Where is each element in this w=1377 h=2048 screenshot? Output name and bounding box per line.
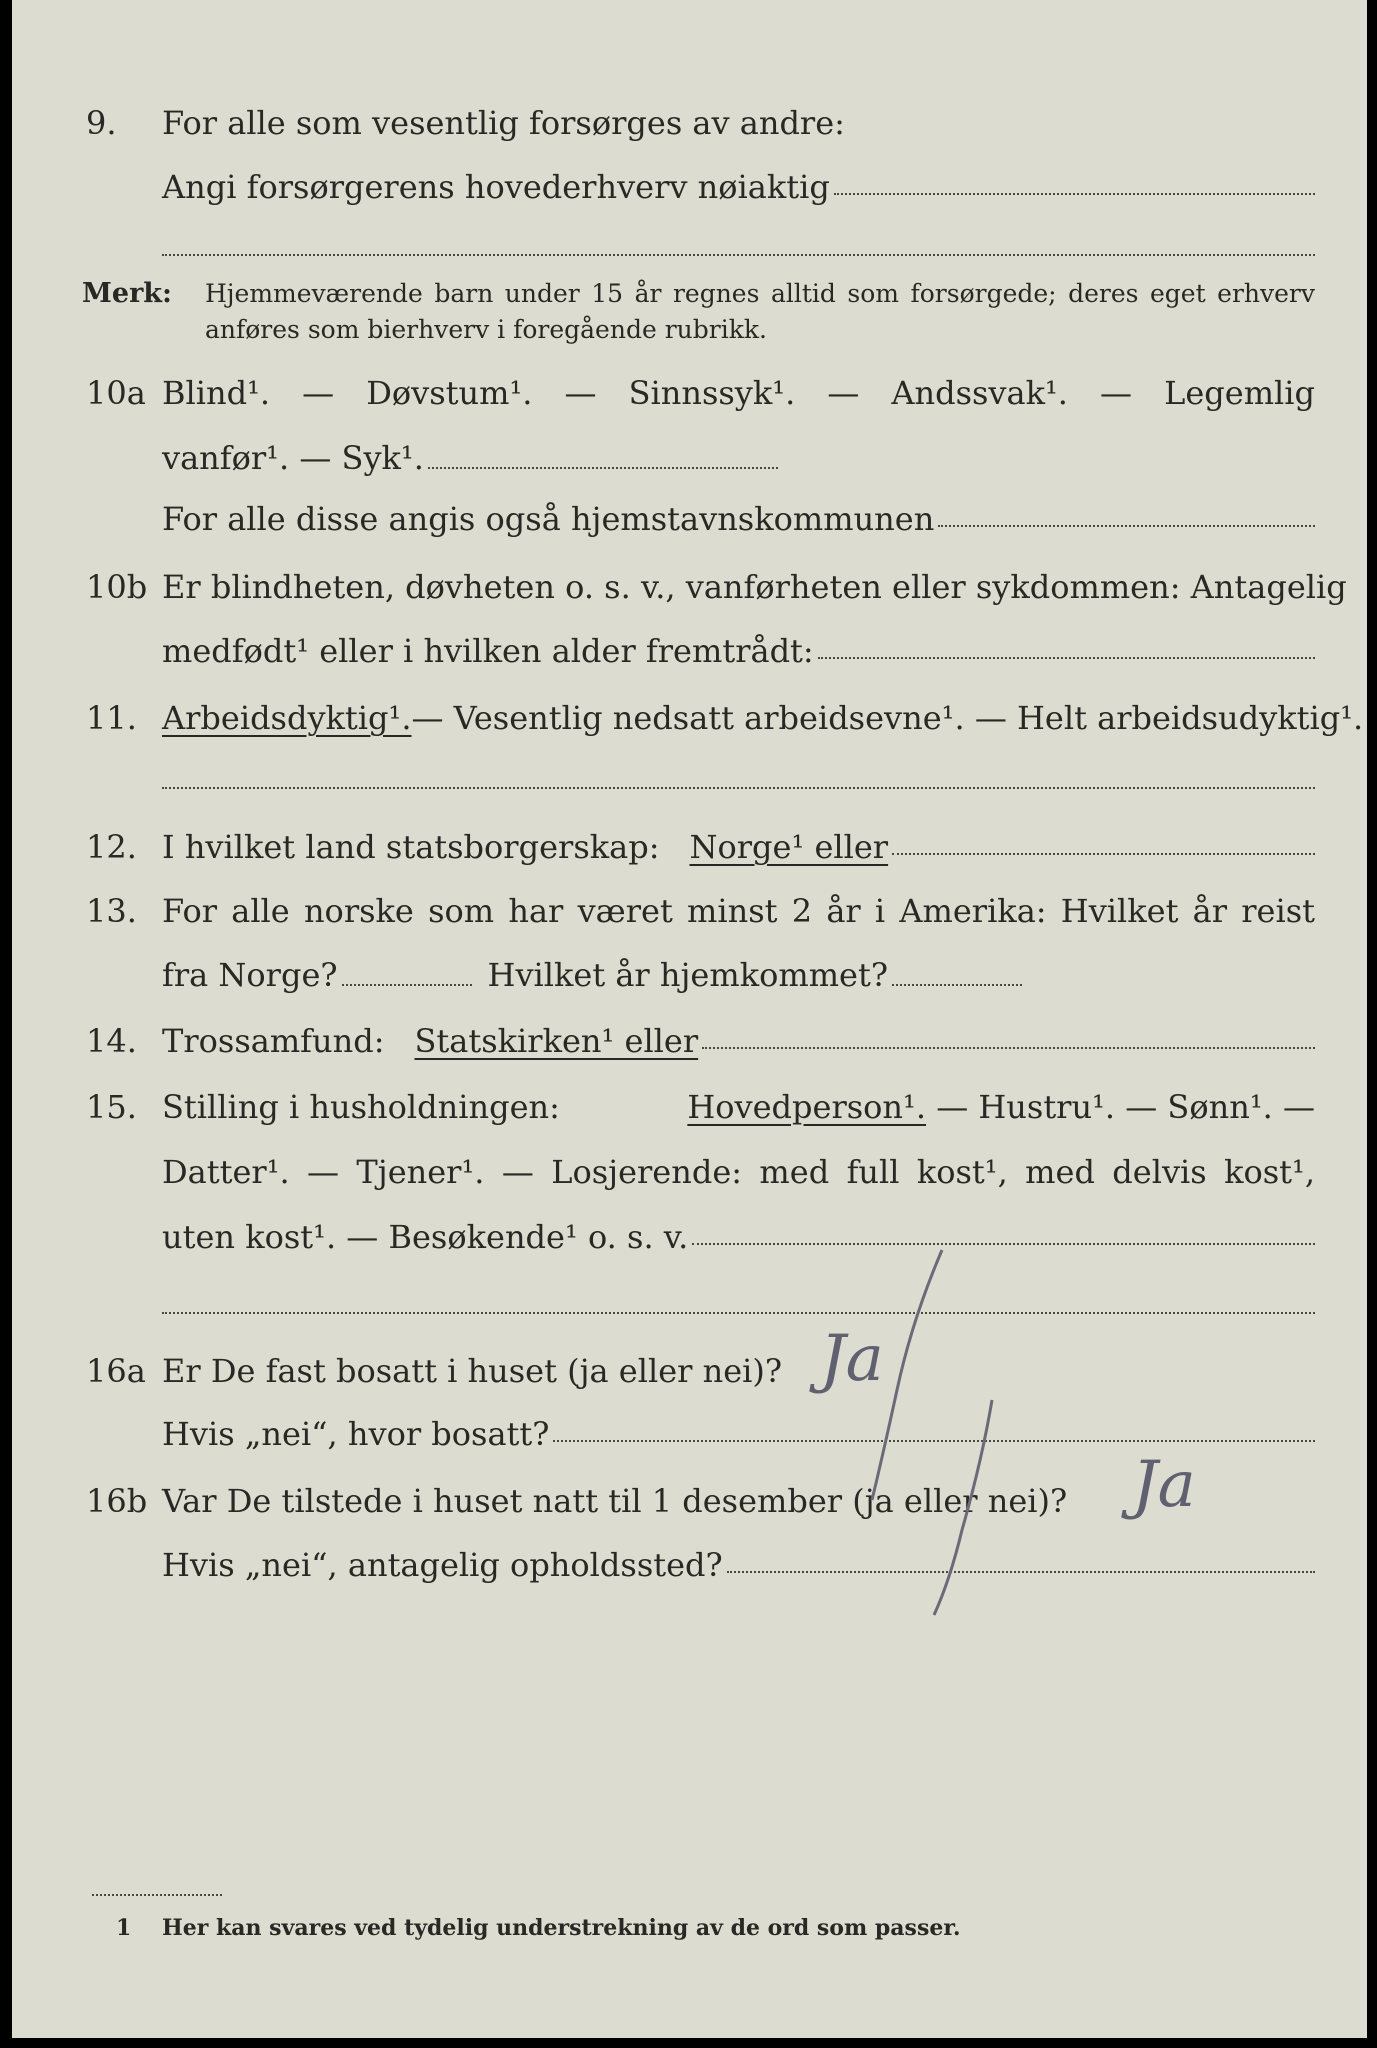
answer-line[interactable] [162, 1312, 1315, 1314]
handwritten-answer-16b: Ja [1132, 1448, 1196, 1522]
answer-field-year-left[interactable] [342, 958, 472, 986]
answer-field[interactable] [938, 499, 1315, 527]
question-text: vanfør¹. — Syk¹. [162, 439, 424, 477]
answer-field[interactable] [818, 631, 1315, 659]
answer-field[interactable] [892, 827, 1315, 855]
handwritten-answer-16a: Ja [820, 1322, 884, 1396]
question-text: fra Norge? [162, 956, 338, 994]
question-number: 14. [86, 1022, 137, 1060]
question-text: Blind¹. — Døvstum¹. — Sinnssyk¹. — Andssvak¹. — Legemlig [162, 374, 1315, 412]
question-text: Stilling i husholdningen: [162, 1088, 560, 1126]
answer-line[interactable] [162, 787, 1315, 789]
question-text: — Vesentlig nedsatt arbeidsevne¹. — Helt arbeidsudyktig¹. [411, 699, 1364, 737]
question-text: Er De fast bosatt i huset (ja eller nei)? [162, 1352, 783, 1390]
answer-field[interactable] [428, 441, 778, 469]
census-form-page [12, 0, 1367, 2038]
underlined-option-arbeidsdyktig[interactable]: Arbeidsdyktig¹. [162, 699, 412, 737]
question-text: Er blindheten, døvheten o. s. v., vanførheten eller sykdommen: Antagelig [162, 568, 1347, 606]
underlined-option-statskirken[interactable]: Statskirken¹ eller [414, 1022, 699, 1060]
question-number: 10a [86, 374, 146, 412]
question-text: uten kost¹. — Besøkende¹ o. s. v. [162, 1218, 689, 1256]
question-number: 12. [86, 828, 137, 866]
answer-field-year-returned[interactable] [892, 958, 1022, 986]
question-number: 11. [86, 699, 137, 737]
footnote-text: Her kan svares ved tydelig understrekning av de ord som passer. [162, 1915, 961, 1941]
handwriting-strokes [792, 1240, 1052, 1620]
question-text: Var De tilstede i huset natt til 1 desember (ja eller nei)? [162, 1482, 1068, 1520]
question-text: For alle norske som har været minst 2 år i Amerika: Hvilket år reist [162, 892, 1315, 930]
note-label: Merk: [82, 278, 172, 309]
underlined-option-norge[interactable]: Norge¹ eller [689, 828, 889, 866]
question-text: — Hustru¹. — Sønn¹. — [926, 1088, 1315, 1126]
question-text: Angi forsørgerens hovederhverv nøiaktig [162, 168, 830, 206]
footnote-rule [92, 1894, 222, 1896]
question-text: Trossamfund: [162, 1022, 385, 1060]
question-number: 16b [86, 1482, 148, 1520]
question-text: Datter¹. — Tjener¹. — Losjerende: med full kost¹, med delvis kost¹, [162, 1153, 1315, 1191]
question-text: For alle som vesentlig forsørges av andre: [162, 104, 845, 142]
question-text: Hvis „nei“, antagelig opholdssted? [162, 1546, 723, 1584]
question-number: 9. [86, 104, 117, 142]
answer-field[interactable] [702, 1021, 1315, 1049]
question-number: 16a [86, 1352, 146, 1390]
question-number: 10b [86, 568, 148, 606]
underlined-option-hovedperson[interactable]: Hovedperson¹. [687, 1088, 927, 1126]
note-text: anføres som bierhverv i foregående rubrikk. [205, 315, 767, 344]
question-text: I hvilket land statsborgerskap: [162, 828, 660, 866]
question-number: 13. [86, 892, 137, 930]
question-text: medfødt¹ eller i hvilken alder fremtrådt: [162, 632, 814, 670]
answer-field[interactable] [834, 167, 1315, 195]
question-text: Hvilket år hjemkommet? [487, 956, 888, 994]
question-text: Hvis „nei“, hvor bosatt? [162, 1415, 550, 1453]
note-text: Hjemmeværende barn under 15 år regnes alltid som forsørgede; deres eget erhverv [205, 279, 1315, 308]
footnote-mark: 1 [116, 1915, 132, 1941]
answer-line[interactable] [162, 254, 1315, 256]
question-number: 15. [86, 1088, 137, 1126]
option-list [687, 1087, 1315, 1127]
question-text: For alle disse angis også hjemstavnskommunen [162, 500, 935, 538]
